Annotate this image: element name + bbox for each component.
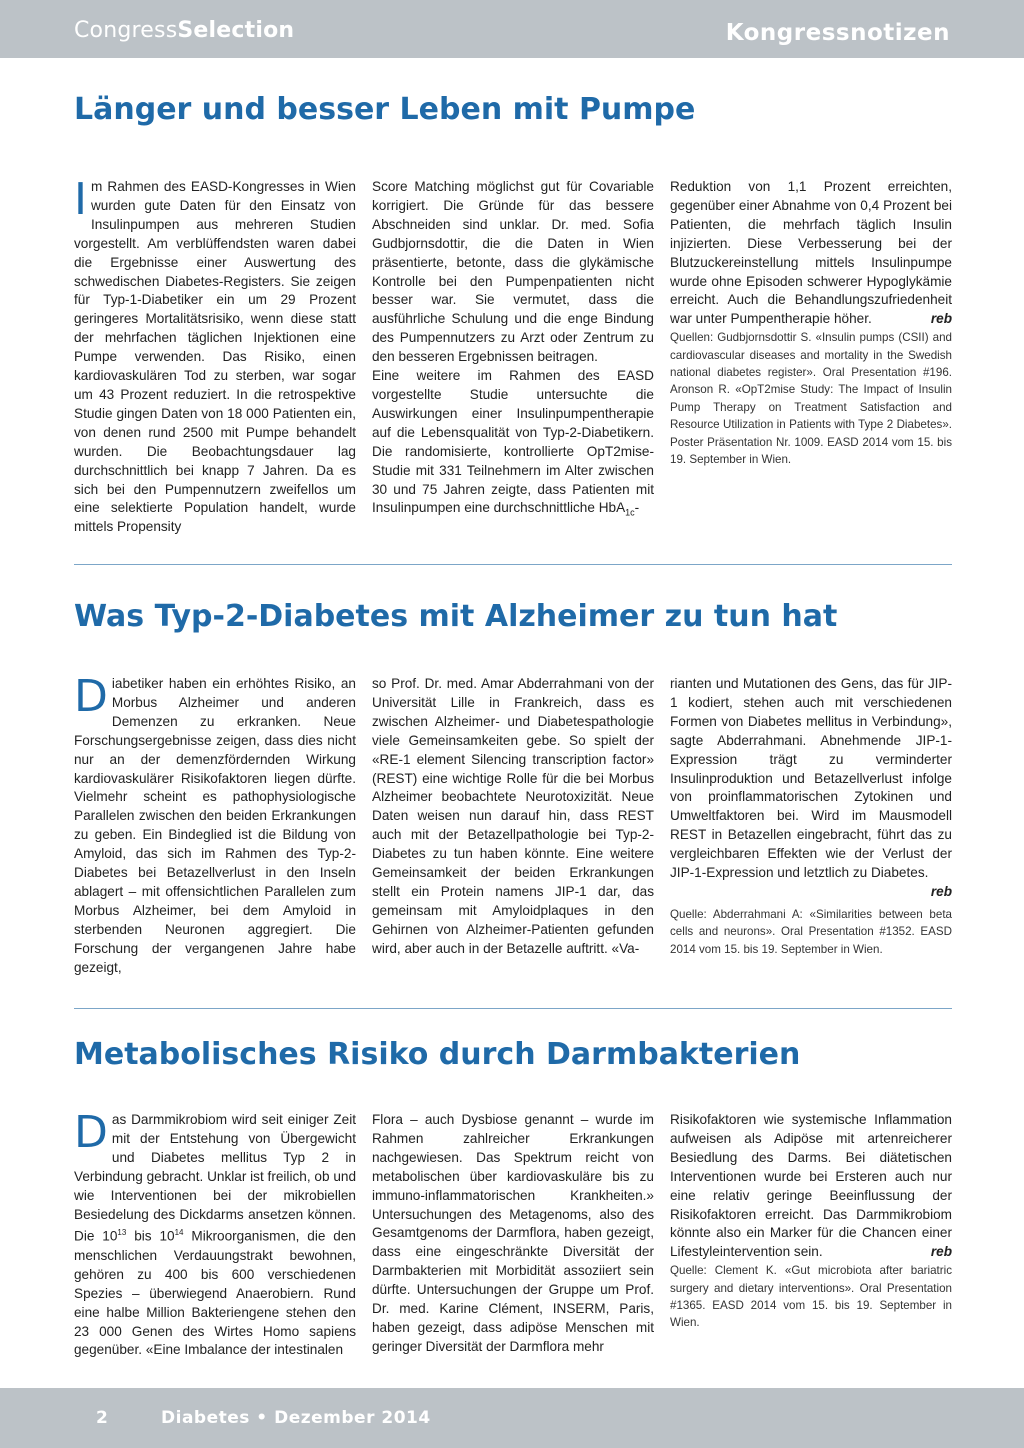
column-1 bbox=[74, 174, 356, 537]
author-initials: reb bbox=[930, 1244, 952, 1260]
body-paragraph bbox=[670, 1111, 952, 1262]
body-text: Reduktion von 1,1 Prozent erreichten, gegenüber einer Abnahme von 0,4 Prozent bei Patienten, die mehrfach täglich Insulin injizierten. Diese Verbesserung bei der Blutzuckereinstellung mittels Insulinpumpe wurde ohne Episoden schwerer Hypoglykämie erreicht. Auch die Behandlungszufriedenheit war unter Pumpentherapie höher. bbox=[670, 179, 952, 327]
page-number: 2 bbox=[96, 1408, 108, 1428]
body-text: as Darmmikrobiom wird seit einiger Zeit mit der Entstehung von Übergewicht und Diabetes mellitus Typ 2 in Verbindung gebracht. Unklar ist freilich, ob und wie Interventionen bei der mikrobiellen Besiedelung des Dickdarms ansetzen können. Die 10 bbox=[74, 1112, 356, 1244]
article-columns bbox=[74, 671, 952, 978]
superscript: 13 bbox=[117, 1228, 127, 1238]
body-text: Mikroorganismen, die den menschlichen Verdauungstrakt bewohnen, gehören zu 400 bis 600 verschiedenen Spezies – überwiegend Anaerobiern. Rund eine halbe Million Bakteriengene stehen den 23 000 Genen des Wirtes Homo sapiens gegenüber. «Eine Imbalance der intestinalen bbox=[74, 1228, 356, 1358]
column-1 bbox=[74, 1107, 356, 1360]
article-title: Metabolisches Risiko durch Darmbakterien bbox=[74, 1037, 801, 1072]
page-header bbox=[0, 0, 1024, 58]
body-text: m Rahmen des EASD-Kongresses in Wien wurden gute Daten für den Einsatz von Insulinpumpen aus mehreren Studien vorgestellt. Am verblüffendsten waren dabei die Ergebnisse einer Auswertung des schwedischen Diabetes-Registers. Sie zeigen für Typ-1-Diabetiker ein um 29 Prozent geringeres Mortalitätsrisiko, wenn diese statt der mehrfachen täglichen Injektionen eine Pumpe verwenden. Das Risiko, einen kardiovaskulären Tod zu sterben, war sogar um 43 Prozent reduziert. In die retrospektive Studie gingen Daten von 18 000 Patienten ein, von denen rund 2500 mit Pumpe behandelt wurden. Die Beobachtungsdauer lag durchschnittlich bei knapp 7 Jahren. Da es sich bei den Pumpennutzern zweifellos um eine selektierte Population handelt, wurde mittels Propensity bbox=[74, 179, 356, 535]
body-text: bis 10 bbox=[126, 1228, 175, 1244]
body-text: Score Matching möglichst gut für Covariable korrigiert. Die Gründe für das bessere Abschneiden sind unklar. Dr. med. Sofia Gudbjornsdottir, die die Daten in Wien präsentierte, betonte, dass die glykämische Kontrolle bei den Pumpenpatienten nicht besser war. Sie vermutet, dass die ausführliche Schulung und die enge Bindung des Pumpennutzers zu Arzt oder Zentrum zu den besseren Ergebnissen beitragen. bbox=[372, 179, 654, 365]
body-paragraph bbox=[372, 367, 654, 523]
body-text: so Prof. Dr. med. Amar Abderrahmani von der Universität Lille in Frankreich, dass es zwischen Alzheimer- und Diabetespathologie viele Gemeinsamkeiten gebe. So spielt der «RE-1 element Silencing transcription factor» (REST) eine wichtige Rolle für die bei Morbus Alzheimer beobachtete Neurotoxizität. Neue Daten weisen nun darauf hin, dass REST auch mit der Betazellpathologie bei Typ-2-Diabetes zu tun haben könnte. Eine weitere Gemeinsamkeit der beiden Erkrankungen stellt ein Protein namens JIP-1 dar, das gemeinsam mit Amyloidplaques in den Gehirnen von Alzheimer-Patienten gefunden wird, aber auch in der Betazelle auftritt. «Va- bbox=[372, 676, 654, 956]
column-2 bbox=[372, 178, 654, 537]
column-3 bbox=[670, 675, 952, 978]
brand-bold: Selection bbox=[177, 18, 295, 43]
column-3 bbox=[670, 1111, 952, 1360]
body-text: Risikofaktoren wie systemische Inflammation aufweisen als Adipöse mit artenreicherer Besiedlung des Darms. Bei diätetischen Interventionen wurde bei Ersteren auch nur eine relativ geringe Beeinflussung der Risikofaktoren erreicht. Das Darmmikrobiom könnte also ein Marker für die Chancen einer Lifestyleintervention sein. bbox=[670, 1112, 952, 1260]
brand-logo bbox=[74, 18, 294, 43]
body-text: iabetiker haben ein erhöhtes Risiko, an Morbus Alzheimer und anderen Demenzen zu erkranken. Neue Forschungsergebnisse zeigen, dass dies nicht nur an der demenzfördernden Wirkung kardiovaskulärer Risikofaktoren liegen dürfte. Vielmehr scheint es pathophysiologische Parallelen zwischen den beiden Erkrankungen zu geben. Ein Bindeglied ist die Bildung von Amyloid, das sich im Rahmen des Typ-2-Diabetes bei Betazellverlust in den Inseln ablagert – mit offensichtlichen Parallelen zum Morbus Alzheimer, bei dem Amyloid in sterbenden Neuronen aggregiert. Die Forschung der vergangenen Jahre habe gezeigt, bbox=[74, 676, 356, 975]
article-darmbakterien bbox=[74, 1037, 952, 1358]
column-1 bbox=[74, 671, 356, 978]
journal-issue: Diabetes • Dezember 2014 bbox=[161, 1408, 431, 1428]
article-alzheimer bbox=[74, 599, 952, 975]
superscript: 14 bbox=[174, 1228, 184, 1238]
drop-cap: I bbox=[74, 174, 87, 225]
drop-cap: D bbox=[74, 1107, 108, 1158]
drop-cap: D bbox=[74, 671, 108, 722]
column-2 bbox=[372, 1111, 654, 1360]
hyphen: - bbox=[634, 500, 640, 516]
author-initials: reb bbox=[930, 883, 952, 899]
body-text: Flora – auch Dysbiose genannt – wurde im Rahmen zahlreicher Erkrankungen nachgewiesen. Das Spektrum reicht von metabolischen über kardiovaskuläre bis zu immuno-inflammatorischen Krankheiten.» Untersuchungen des Metagenoms, also des Gesamtgenoms der Darmflora, haben gezeigt, dass eine eingeschränkte Diversität der Darmbakterien mit Morbidität assoziiert sein dürfte. Untersuchungen der Gruppe um Prof. Dr. med. Karine Clément, INSERM, Paris, haben gezeigt, dass adipöse Menschen mit geringer Diversität der Darmflora mehr bbox=[372, 1112, 654, 1354]
article-columns bbox=[74, 174, 952, 537]
body-text: Eine weitere im Rahmen des EASD vorgestellte Studie untersuchte die Auswirkungen einer Insulinpumpentherapie auf die Lebensqualität von Typ-2-Diabetikern. Die randomisierte, kontrollierte OpT2mise-Studie mit 331 Teilnehmern im Alter zwischen 30 und 75 Jahren zeigte, dass Patienten mit Insulinpumpen eine durchschnittliche HbA bbox=[372, 368, 654, 516]
section-divider bbox=[74, 1008, 952, 1009]
article-title: Länger und besser Leben mit Pumpe bbox=[74, 92, 696, 127]
brand-light: Congress bbox=[74, 18, 178, 43]
source-note: Quelle: Abderrahmani A: «Similarities between beta cells and neurons». Oral Presentation #1352. EASD 2014 vom 15. bis 19. September in Wien. bbox=[670, 907, 952, 956]
column-2 bbox=[372, 675, 654, 978]
section-divider bbox=[74, 564, 952, 565]
source-note: Quelle: Clement K. «Gut microbiota after bariatric surgery and dietary interventions». Oral Presentation #1365. EASD 2014 vom 15. bis 19. September in Wien. bbox=[670, 1264, 952, 1330]
source-note: Quellen: Gudbjornsdottir S. «Insulin pumps (CSII) and cardiovascular diseases and mortality in the Swedish national diabetes register». Oral Presentation #196. Aronson R. «OpT2mise Study: The Impact of Insulin Pump Therapy on Treatment Satisfaction and Resource Utilization in Patients with Type 2 Diabetes». Poster Präsentation Nr. 1009. EASD 2014 vom 15. bis 19. September in Wien. bbox=[670, 331, 952, 467]
article-columns bbox=[74, 1107, 952, 1360]
section-label: Kongressnotizen bbox=[725, 20, 950, 46]
column-3 bbox=[670, 178, 952, 537]
author-initials: reb bbox=[930, 311, 952, 327]
body-text: rianten und Mutationen des Gens, das für JIP-1 kodiert, stehen auch mit verschiedenen Formen von Diabetes mellitus in Verbindung», sagte Abderrahmani. Abnehmende JIP-1-Expression trägt zu verminderter Insulinproduktion und Betazellverlust infolge von proinflammatorischen Zytokinen und Umweltfaktoren bei. Wird im Mausmodell REST in Betazellen eingebracht, führt das zu vergleichbaren Effekten wie der Verlust der JIP-1-Expression und letztlich zu Diabetes. bbox=[670, 676, 952, 881]
body-paragraph bbox=[670, 178, 952, 329]
page-footer bbox=[0, 1388, 1024, 1448]
article-title: Was Typ-2-Diabetes mit Alzheimer zu tun hat bbox=[74, 599, 838, 634]
subscript: 1c bbox=[625, 508, 635, 519]
article-pumpe bbox=[74, 92, 952, 535]
